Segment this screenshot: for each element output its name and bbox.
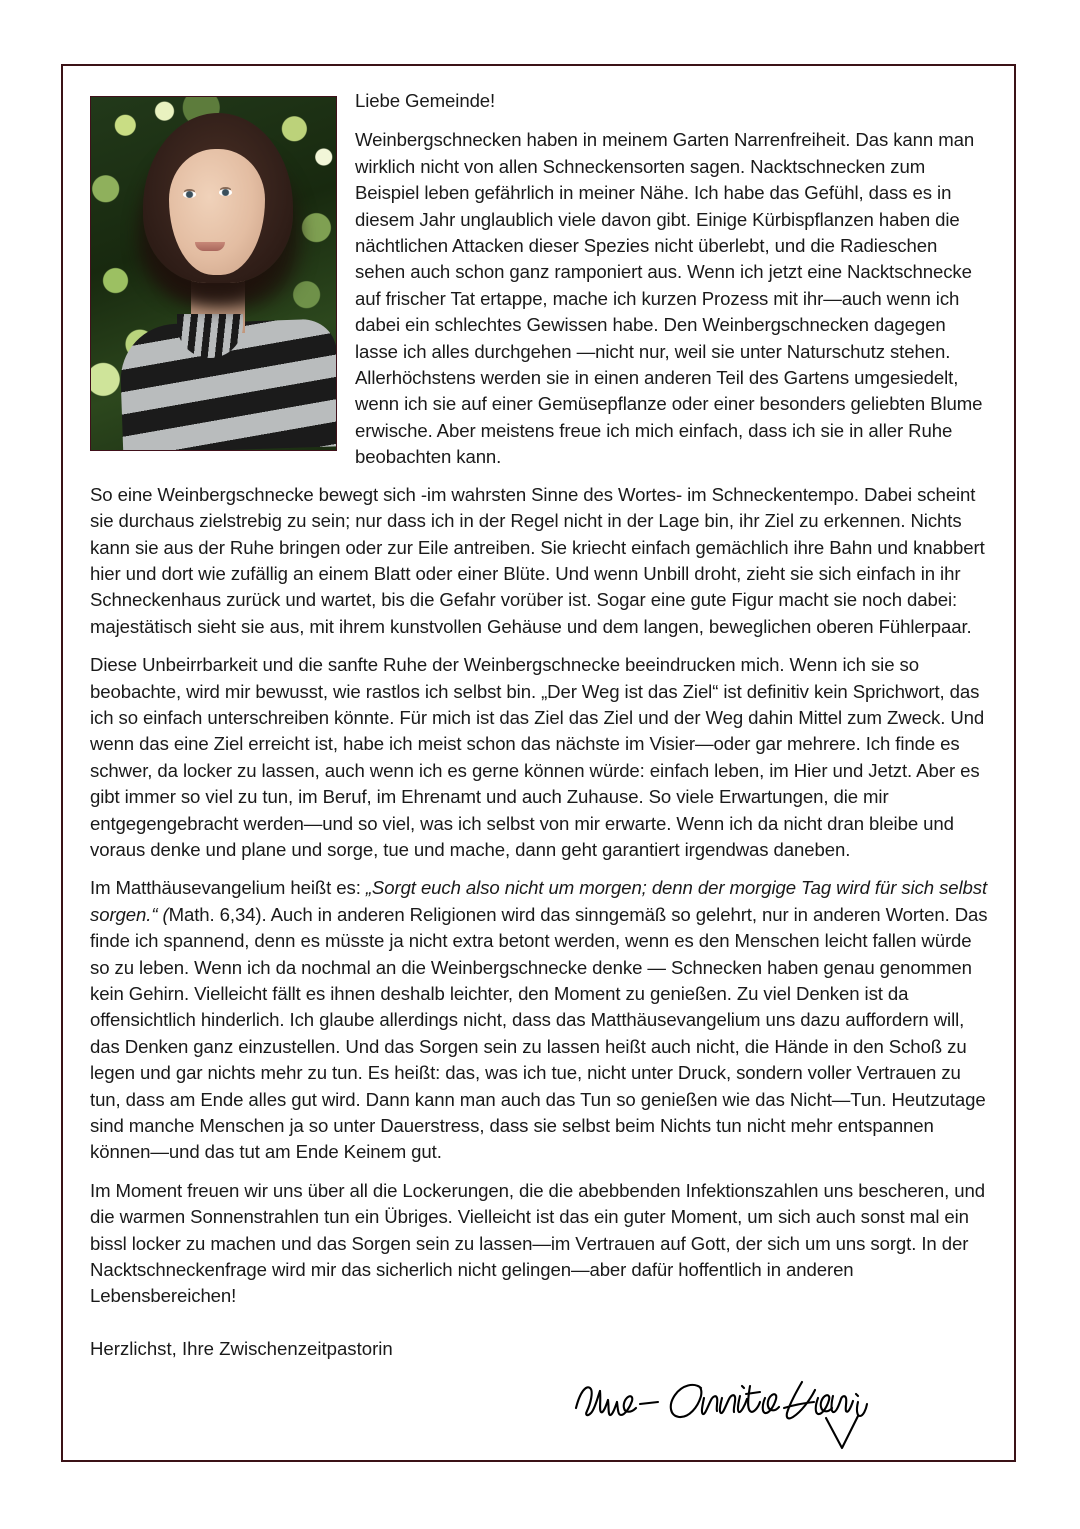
handwritten-signature	[570, 1358, 870, 1450]
portrait-photo-figure	[90, 96, 337, 451]
left-eye	[183, 191, 196, 198]
signature-row	[90, 1362, 991, 1458]
right-eye	[219, 189, 232, 196]
portrait-photo	[90, 96, 337, 451]
paragraph-3: Diese Unbeirrbarkeit und die sanfte Ruhe der Weinbergschnecke beeindrucken mich. Wenn ich sie so beobachte, wird mir bewusst, wie rastlos ich selbst bin. „Der Weg ist das Ziel“ ist definitiv kein Sprichwort, das ich so einfach unterschreiben könnte. Für mich ist das Ziel das Ziel und der Weg dahin Mittel zum Zweck. Und wenn das eine Ziel erreicht ist, habe ich meist schon das nächste im Visier—oder gar mehrere. Ich finde es schwer, da locker zu lassen, auch wenn ich es gerne können würde: einfach leben, im Hier und Jetzt. Aber es gibt immer so viel zu tun, im Beruf, im Ehrenamt und auch Zuhause. So viele Erwartungen, die mir entgegengebracht werden—und so viel, was ich selbst von mir erwarte. Wenn ich da nicht dran bleibe und voraus denke und plane und sorge, tue und mache, dann geht garantiert irgendwas daneben.	[90, 654, 985, 860]
salutation: Liebe Gemeinde!	[355, 90, 496, 111]
bible-quote: „Sorgt euch also nicht um morgen; denn der morgige Tag wird für sich selbst sorgen.“ (	[90, 877, 988, 925]
paragraph-4-intro: Im Matthäusevangelium heißt es:	[90, 877, 366, 899]
page-border-frame	[61, 64, 1016, 1462]
letter-body	[90, 88, 991, 1440]
mouth	[195, 242, 225, 251]
closing-line: Herzlichst, Ihre Zwischenzeitpastorin	[90, 1337, 393, 1359]
paragraph-4	[90, 875, 991, 1165]
paragraph-5: Im Moment freuen wir uns über all die Lockerungen, die die abebbenden Infektionszahlen uns bescheren, und die warmen Sonnenstrahlen tun ein Übriges. Vielleicht ist das ein guter Moment, um sich auch sonst mal ein bissl locker zu machen und das Sorgen sein zu lassen—im Vertrauen auf Gott, der sich um uns sorgt. In der Nacktschneckenfrage wird mir das sicherlich nicht gelingen—aber dafür hoffentlich in anderen Lebensbereichen!	[90, 1179, 985, 1307]
paragraph-4-rest: Math. 6,34). Auch in anderen Religionen wird das sinngemäß so gelehrt, nur in anderen Worten. Das finde ich spannend, denn es müsste ja nicht extra betont werden, wenn es den Menschen leicht fallen würde so zu leben. Wenn ich da nochmal an die Weinbergschnecke denke — Schnecken haben genau genommen kein Gehirn. Vielleicht fällt es ihnen deshalb leichter, den Moment zu genießen. Zu viel Denken ist da offensichtlich hinderlich. Ich glaube allerdings nicht, dass das Matthäusevangelium uns dazu auffordern will, das Denken ganz einzustellen. Und das Sorgen sein zu lassen heißt auch nicht, die Hände in den Schoß zu legen und gar nichts mehr zu tun. Es heißt: das, was ich tue, nicht unter Druck, sondern voller Vertrauen zu tun, dass am Ende alles gut wird. Dann kann man auch das Tun so genießen wie das Nicht—Tun. Heutzutage sind manche Menschen ja so unter Dauerstress, dass sie selbst beim Nichts tun nicht mehr entspannen können—und das tut am Ende Keinem gut.	[90, 903, 988, 1163]
paragraph-1: Weinbergschnecken haben in meinem Garten Narrenfreiheit. Das kann man wirklich nicht von allen Schneckensorten sagen. Nacktschnecken zum Beispiel leben gefährlich in meiner Nähe. Ich habe das Gefühl, dass es in diesem Jahr unglaublich viele davon gibt. Einige Kürbispflanzen haben die nächtlichen Attacken dieser Spezies nicht überlebt, und die Radieschen sehen auch schon ganz ramponiert aus. Wenn ich jetzt eine Nacktschnecke auf frischer Tat ertappe, mache ich kurzen Prozess mit ihr—auch wenn ich dabei ein schlechtes Gewissen habe. Den Weinbergschnecken dagegen lasse ich alles durchgehen —nicht nur, weil sie unter Naturschutz stehen. Allerhöchstens werden sie in einen anderen Teil des Gartens umgesiedelt, wenn ich sie auf einer Gemüsepflanze oder einer besonders geliebten Blume erwische. Aber meistens freue ich mich einfach, dass ich sie in aller Ruhe beobachten kann.	[355, 129, 983, 468]
paragraph-2: So eine Weinbergschnecke bewegt sich -im wahrsten Sinne des Wortes- im Schneckentempo. Dabei scheint sie durchaus zielstrebig zu sein; nur dass ich in der Regel nicht in der Lage bin, ihr Ziel zu erkennen. Nichts kann sie aus der Ruhe bringen oder zur Eile antreiben. Sie kriecht einfach gemächlich ihre Bahn und knabbert hier und dort wie zufällig an einem Blatt oder einer Blüte. Und wenn Unbill droht, zieht sie sich einfach in ihr Schneckenhaus zurück und wartet, bis die Gefahr vorüber ist. Sogar eine gute Figur macht sie noch dabei: majestätisch sieht sie aus, mit ihrem kunstvollen Gehäuse und dem langen, beweglichen oberen Fühlerpaar.	[90, 483, 985, 637]
